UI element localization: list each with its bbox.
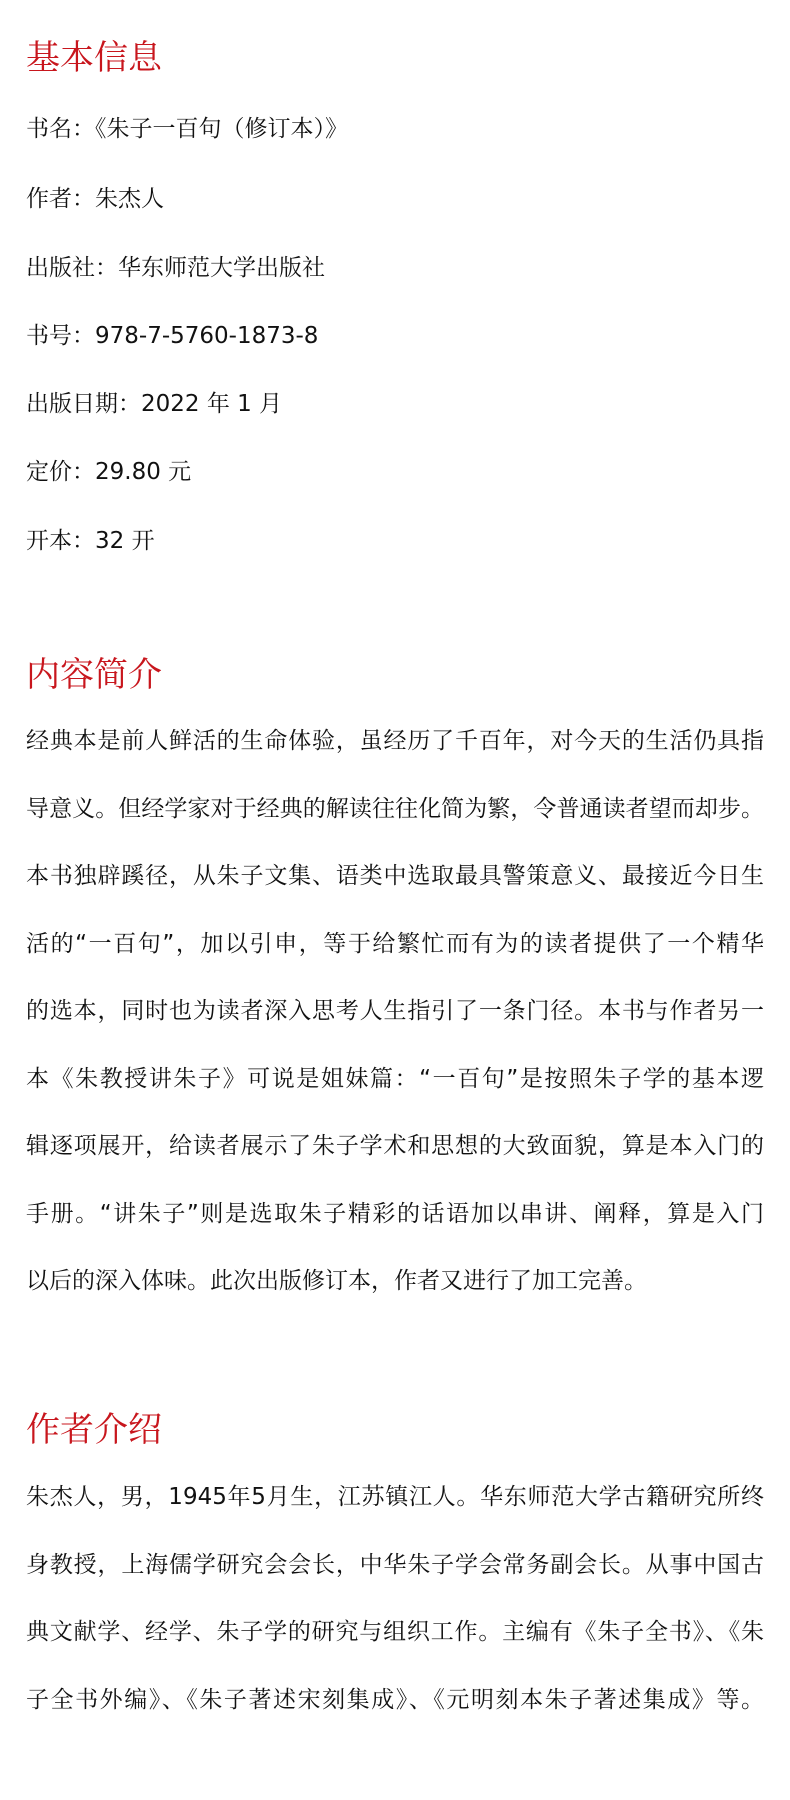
summary-line: 活的“一百句”，加以引申，等于给繁忙而有为的读者提供了一个精华 [26,930,764,957]
author-line: 典文献学、经学、朱子学的研究与组织工作。主编有《朱子全书》、《朱 [26,1619,764,1645]
summary-line: 手册。“讲朱子”则是选取朱子精彩的话语加以串讲、阐释，算是入门 [26,1200,764,1227]
basic-info-heading: 基本信息 [26,38,162,78]
author-line: 身教授，上海儒学研究会会长，中华朱子学会常务副会长。从事中国古 [26,1551,764,1578]
author-heading: 作者介绍 [26,1410,162,1450]
summary-line: 经典本是前人鲜活的生命体验，虽经历了千百年，对今天的生活仍具指 [26,728,764,754]
summary-line: 以后的深入体味。此次出版修订本，作者又进行了加工完善。 [26,1268,647,1294]
summary-line: 导意义。但经学家对于经典的解读往往化简为繁，令普通读者望而却步。 [26,795,764,822]
summary-heading: 内容简介 [26,655,162,695]
summary-paragraph [26,708,764,1316]
summary-line: 辑逐项展开，给读者展示了朱子学术和思想的大致面貌，算是本入门的 [26,1133,764,1159]
info-publish-date: 出版日期：2022 年 1 月 [26,391,283,417]
info-author: 作者：朱杰人 [26,186,164,212]
info-publisher: 出版社：华东师范大学出版社 [26,255,325,281]
summary-line: 本《朱教授讲朱子》可说是姐妹篇：“一百句”是按照朱子学的基本逻 [26,1065,764,1092]
author-line: 子全书外编》、《朱子著述宋刻集成》、《元明刻本朱子著述集成》等。 [26,1686,764,1713]
info-book-title: 书名：《朱子一百句（修订本）》 [26,116,348,142]
author-line: 朱杰人，男，1945年5月生，江苏镇江人。华东师范大学古籍研究所终 [26,1484,764,1510]
summary-line: 本书独辟蹊径，从朱子文集、语类中选取最具警策意义、最接近今日生 [26,863,764,889]
summary-line: 的选本，同时也为读者深入思考人生指引了一条门径。本书与作者另一 [26,998,764,1024]
info-price: 定价：29.80 元 [26,459,192,485]
info-format: 开本：32 开 [26,528,155,554]
author-paragraph [26,1464,764,1734]
info-isbn: 书号：978-7-5760-1873-8 [26,323,319,349]
